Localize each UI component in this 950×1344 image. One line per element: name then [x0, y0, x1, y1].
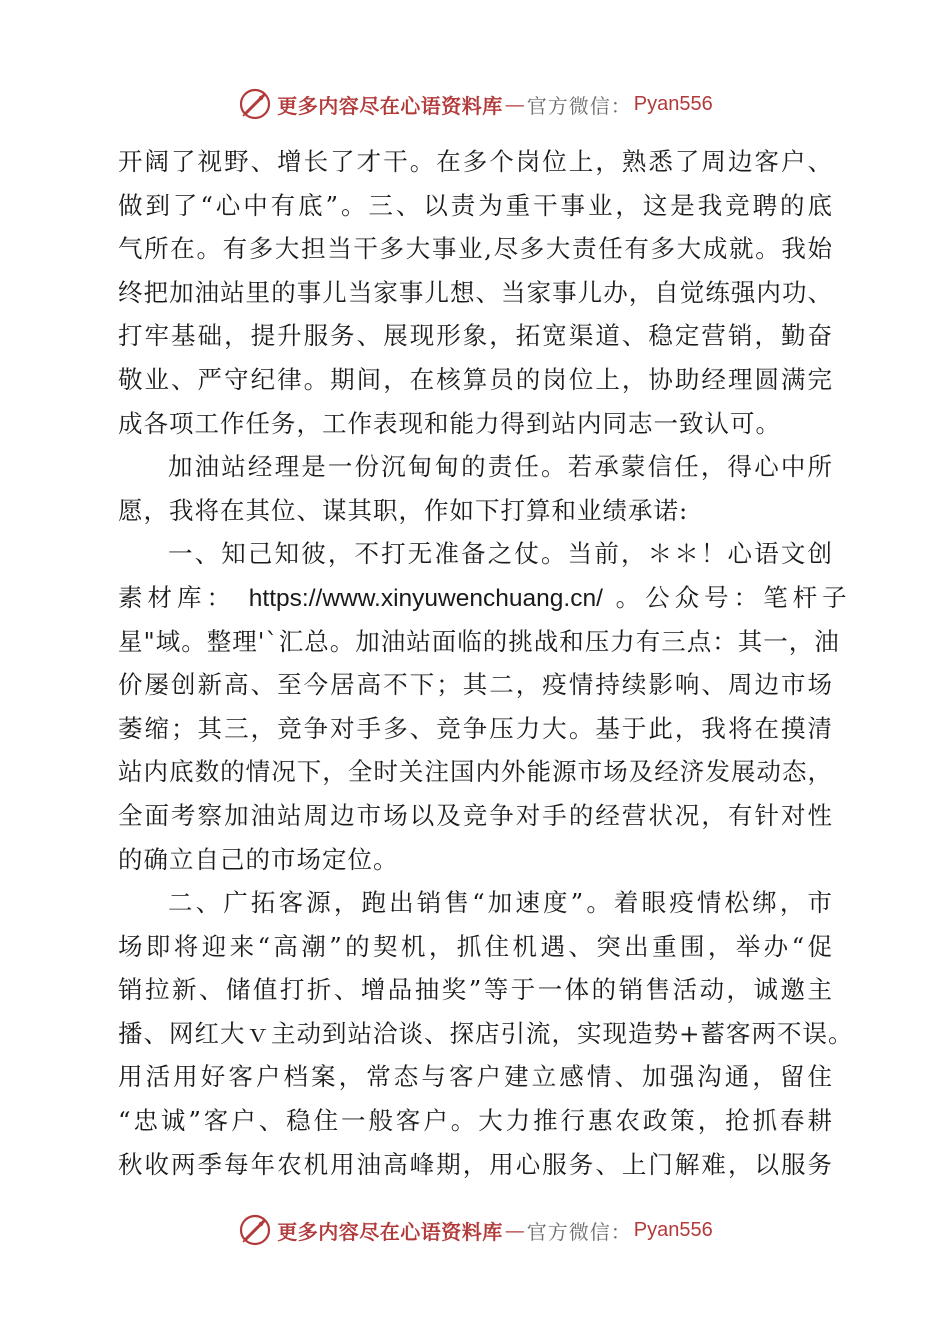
- text-line: 一、知己知彼，不打无准备之仗。当前，＊＊！心语文创: [168, 539, 833, 569]
- official-wechat-label: 官方微信：: [526, 1219, 632, 1244]
- text-line: 价屡创新高、至今居高不下；其二，疫情持续影响、周边市场: [118, 670, 833, 700]
- text-line: 气所在。有多大担当干多大事业,尽多大责任有多大成就。我始: [118, 234, 833, 264]
- text-line: 的确立自己的市场定位。: [118, 844, 399, 874]
- text-line: 加油站经理是一份沉甸甸的责任。若承蒙信任，得心中所: [168, 452, 833, 482]
- text-line: 打牢基础，提升服务、展现形象，拓宽渠道、稳定营销，勤奋: [118, 321, 833, 351]
- pen-circle-logo-icon: [237, 86, 273, 122]
- text-line: 站内底数的情况下，全时关注国内外能源市场及经济发展动态，: [118, 757, 833, 787]
- banner-dash: —: [504, 92, 525, 116]
- site-name: 更多内容尽在心语资料库: [277, 1219, 503, 1244]
- text-line: 敬业、严守纪律。期间，在核算员的岗位上，协助经理圆满完: [118, 364, 833, 394]
- website-link[interactable]: https://www.xinyuwenchuang.cn/: [248, 584, 603, 612]
- text-line: “忠诚”客户、稳住一般客户。大力推行惠农政策，抢抓春耕: [118, 1106, 833, 1136]
- text-line: 播、网红大ｖ主动到站洽谈、探店引流，实现造势+蓄客两不误。: [118, 1018, 854, 1048]
- wechat-id: Pyan556: [633, 92, 713, 115]
- text-line: 成各项工作任务，工作表现和能力得到站内同志一致认可。: [118, 408, 781, 438]
- text-line: 开阔了视野、增长了才干。在多个岗位上，熟悉了周边客户、: [118, 147, 833, 176]
- text-fragment: 素材库：: [118, 582, 236, 612]
- text-line: 全面考察加油站周边市场以及竞争对手的经营状况，有针对性: [118, 800, 833, 830]
- text-line: 场即将迎来“高潮”的契机，抓住机遇、突出重围，举办“促: [118, 931, 833, 961]
- text-line: 星"域。整理'`汇总。加油站面临的挑战和压力有三点：其一，油: [118, 626, 840, 656]
- text-line: 用活用好客户档案，常态与客户建立感情、加强沟通，留住: [118, 1062, 833, 1092]
- wechat-id: Pyan556: [633, 1218, 713, 1241]
- site-name: 更多内容尽在心语资料库: [277, 93, 503, 118]
- banner-dash: —: [504, 1218, 525, 1242]
- official-wechat-label: 官方微信：: [526, 93, 632, 118]
- text-line: 愿，我将在其位、谋其职，作如下打算和业绩承诺:: [118, 495, 689, 525]
- text-line-with-link: [118, 576, 852, 620]
- text-line: 秋收两季每年农机用油高峰期，用心服务、上门解难，以服务: [118, 1149, 833, 1179]
- text-line: 萎缩；其三，竞争对手多、竞争压力大。基于此，我将在摸清: [118, 713, 833, 743]
- pen-circle-logo-icon: [237, 1212, 273, 1248]
- document-body: [118, 140, 854, 1186]
- text-line: 二、广拓客源，跑出销售“加速度”。着眼疫情松绑，市: [168, 888, 833, 918]
- text-line: 做到了“心中有底”。三、以责为重干事业，这是我竞聘的底: [118, 190, 833, 220]
- text-fragment: 。公众号：笔杆子: [615, 582, 852, 612]
- text-line: 销拉新、储值打折、增品抽奖”等于一体的销售活动，诚邀主: [118, 975, 833, 1005]
- text-line: 终把加油站里的事儿当家事儿想、当家事儿办，自觉练强内功、: [118, 277, 833, 307]
- header-banner: [0, 84, 950, 124]
- footer-banner: [0, 1210, 950, 1250]
